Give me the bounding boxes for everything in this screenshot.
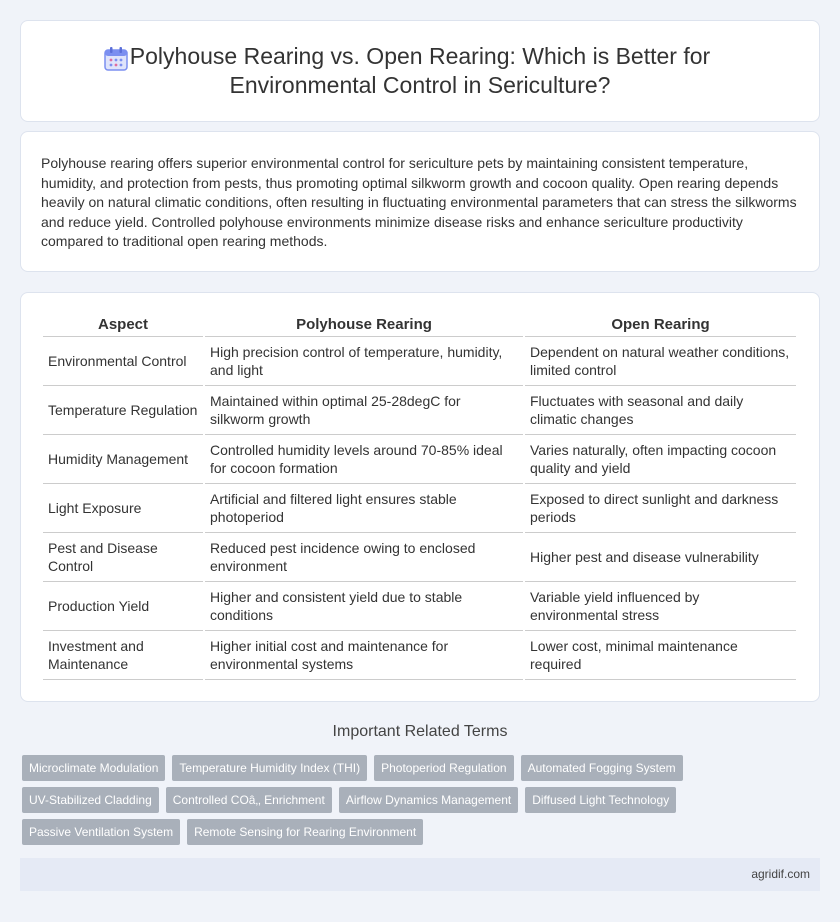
title-card	[20, 20, 820, 122]
table-cell: Environmental Control	[43, 337, 203, 386]
table-row	[43, 631, 796, 680]
table-row	[43, 484, 796, 533]
comparison-table-card	[20, 292, 820, 702]
table-cell: Fluctuates with seasonal and daily climatic changes	[525, 386, 796, 435]
table-cell: Investment and Maintenance	[43, 631, 203, 680]
table-cell: Reduced pest incidence owing to enclosed environment	[205, 533, 523, 582]
related-term-tag[interactable]: Diffused Light Technology	[525, 787, 676, 813]
related-term-tag[interactable]: Temperature Humidity Index (THI)	[172, 755, 367, 781]
related-terms-title: Important Related Terms	[332, 723, 508, 740]
page-title: Polyhouse Rearing vs. Open Rearing: Which is Better for Environmental Control in Sericulture?	[129, 43, 711, 98]
related-term-tag[interactable]: Microclimate Modulation	[22, 755, 165, 781]
table-row	[43, 435, 796, 484]
header-aspect: Aspect	[43, 315, 203, 337]
related-term-tag[interactable]: Remote Sensing for Rearing Environment	[187, 819, 423, 845]
table-cell: Pest and Disease Control	[43, 533, 203, 582]
table-cell: Lower cost, minimal maintenance required	[525, 631, 796, 680]
table-cell: Light Exposure	[43, 484, 203, 533]
related-term-tag[interactable]: Airflow Dynamics Management	[339, 787, 518, 813]
table-cell: Artificial and filtered light ensures stable photoperiod	[205, 484, 523, 533]
table-cell: Higher and consistent yield due to stable conditions	[205, 582, 523, 631]
related-term-tag[interactable]: Automated Fogging System	[521, 755, 683, 781]
table-row	[43, 386, 796, 435]
table-cell: Varies naturally, often impacting cocoon quality and yield	[525, 435, 796, 484]
table-cell: Humidity Management	[43, 435, 203, 484]
table-cell: Maintained within optimal 25-28degC for silkworm growth	[205, 386, 523, 435]
table-cell: High precision control of temperature, humidity, and light	[205, 337, 523, 386]
header-open: Open Rearing	[525, 315, 796, 337]
summary-card	[20, 131, 820, 272]
related-term-tag[interactable]: Photoperiod Regulation	[374, 755, 513, 781]
summary-text: Polyhouse rearing offers superior environmental control for sericulture pets by maintaining consistent temperature, humidity, and protection from pests, thus promoting optimal silkworm growth and cocoon quality. Open rearing depends heavily on natural climatic conditions, often resulting in fluctuating environmental parameters that can stress the silkworms and reduce yield. Controlled polyhouse environments minimize disease risks and enhance sericulture productivity compared to traditional open rearing methods.	[41, 155, 797, 249]
comparison-table	[41, 315, 798, 680]
table-cell: Controlled humidity levels around 70-85% ideal for cocoon formation	[205, 435, 523, 484]
related-term-tag[interactable]: Controlled COâ‚‚ Enrichment	[166, 787, 332, 813]
table-cell: Production Yield	[43, 582, 203, 631]
related-term-tag[interactable]: Passive Ventilation System	[22, 819, 180, 845]
footer	[20, 858, 820, 891]
table-cell: Higher initial cost and maintenance for environmental systems	[205, 631, 523, 680]
footer-site[interactable]: agridif.com	[751, 867, 810, 881]
table-row	[43, 582, 796, 631]
related-terms-list	[22, 755, 822, 851]
table-header-row	[43, 315, 796, 337]
table-cell: Temperature Regulation	[43, 386, 203, 435]
table-cell: Exposed to direct sunlight and darkness periods	[525, 484, 796, 533]
header-polyhouse: Polyhouse Rearing	[205, 315, 523, 337]
table-cell: Dependent on natural weather conditions, limited control	[525, 337, 796, 386]
table-cell: Variable yield influenced by environmental stress	[525, 582, 796, 631]
related-term-tag[interactable]: UV-Stabilized Cladding	[22, 787, 159, 813]
table-row	[43, 533, 796, 582]
table-row	[43, 337, 796, 386]
table-cell: Higher pest and disease vulnerability	[525, 533, 796, 582]
